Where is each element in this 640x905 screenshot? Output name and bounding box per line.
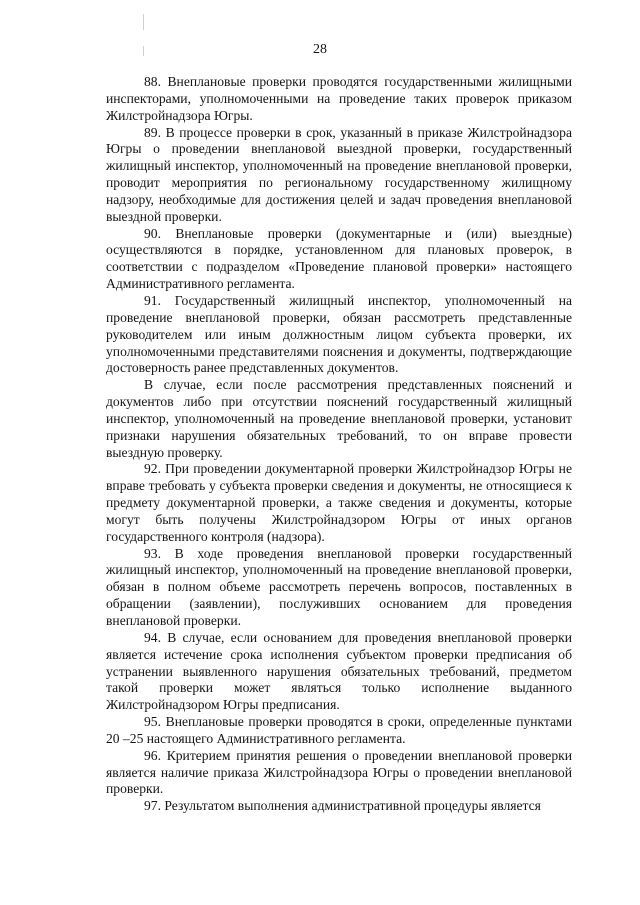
paragraph-92: 92. При проведении документарной проверки Жилстройнадзор Югры не вправе требовать у субъекта проверки сведения и документы, не относящиеся к предмету документарной проверки, а также сведения и документы, которые могут быть получены Жилстройнадзором Югры от иных органов государственного контроля (надзора). — [106, 461, 572, 544]
paragraph-93: 93. В ходе проведения внеплановой проверки государственный жилищный инспектор, уполномоченный на проведение внеплановой проверки, обязан в полном объеме рассмотреть перечень вопросов, поставленных в обращении (заявлении), послуживших основанием для проведения внеплановой проверки. — [106, 545, 572, 628]
paragraph-97: 97. Результатом выполнения административной процедуры является — [144, 798, 541, 814]
page-number: 28 — [313, 42, 327, 57]
paragraph-90: 90. Внеплановые проверки (документарные и (или) выездные) осуществляются в порядке, установленном для плановых проверок, в соответствии с подразделом «Проведение плановой проверки» настоящего Административного регламента. — [106, 225, 572, 292]
paragraph-88: 88. Внеплановые проверки проводятся государственными жилищными инспекторами, уполномоченными на проведение таких проверок приказом Жилстройнадзора Югры. — [106, 74, 572, 123]
paragraph-91-continued: В случае, если после рассмотрения представленных пояснений и документов либо при отсутствии пояснений государственный жилищный инспектор, уполномоченный на проведение внеплановой проверки, установит признаки нарушения обязательных требований, то он вправе провести выездную проверку. — [106, 377, 572, 460]
paragraph-89: 89. В процессе проверки в срок, указанный в приказе Жилстройнадзора Югры о проведении внеплановой выездной проверки, государственный жилищный инспектор, уполномоченный на проведение внеплановой проверки, проводит мероприятия по региональному государственному жилищному надзору, необходимые для достижения целей и задач проведения внеплановой выездной проверки. — [106, 124, 572, 224]
paragraph-91: 91. Государственный жилищный инспектор, уполномоченный на проведение внеплановой проверки, обязан рассмотреть представленные руководителем или иным должностным лицом субъекта проверки, их уполномоченными представителями пояснения и документы, подтверждающие достоверность ранее представленных документов. — [106, 292, 572, 376]
paragraph-95: 95. Внеплановые проверки проводятся в сроки, определенные пунктами 20 –25 настоящего Административного регламента. — [106, 714, 572, 746]
scan-artifact — [143, 14, 144, 30]
document-body — [106, 74, 572, 815]
paragraph-94: 94. В случае, если основанием для проведения внеплановой проверки является истечение срока исполнения субъектом проверки предписания об устранении выявленного нарушения обязательных требований, предметом такой проверки может являться только исполнение выданного Жилстройнадзором Югры предписания. — [106, 629, 572, 713]
paragraph-96: 96. Критерием принятия решения о проведении внеплановой проверки является наличие приказа Жилстройнадзора Югры о проведении внеплановой проверки. — [106, 747, 572, 797]
